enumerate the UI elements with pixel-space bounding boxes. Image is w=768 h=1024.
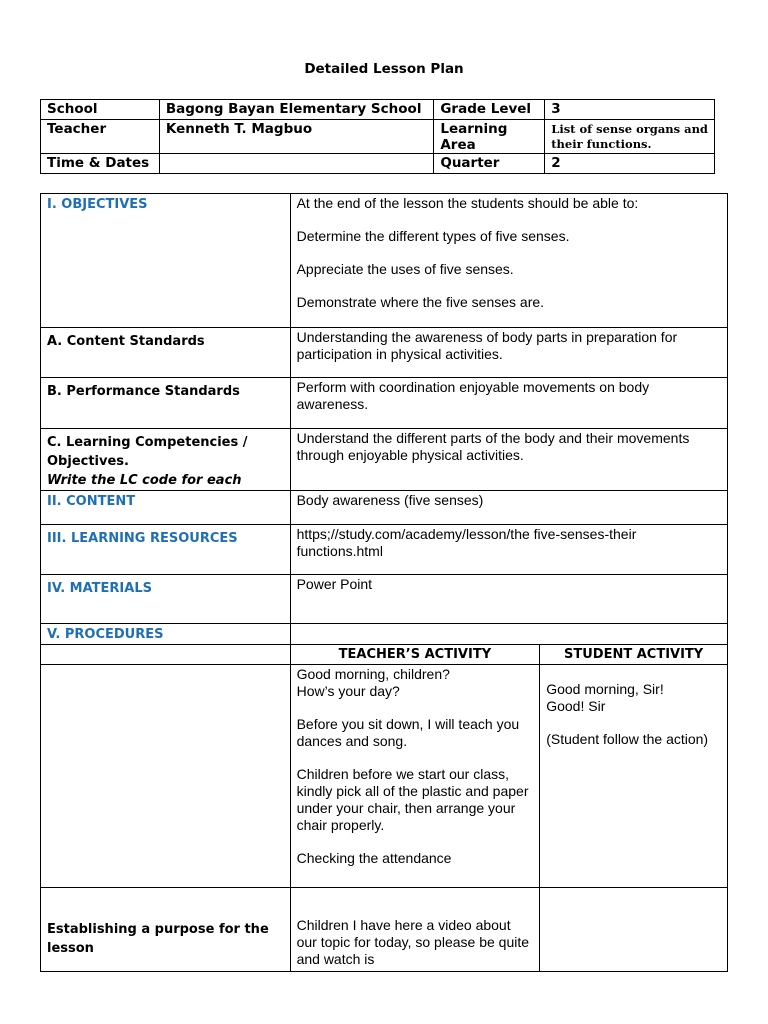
lesson-table xyxy=(40,193,728,972)
time-dates-value xyxy=(159,154,433,174)
competencies-cell xyxy=(41,429,291,491)
student-activity-line: (Student follow the action) xyxy=(546,731,709,747)
establishing-purpose-teacher: Children I have here a video about our topic for today, so please be quite and watch is xyxy=(290,888,540,972)
competencies-sublabel: Write the LC code for each xyxy=(47,473,242,488)
student-activity-cell xyxy=(540,665,728,888)
materials-value: Power Point xyxy=(290,575,727,624)
objectives-line: Demonstrate where the five senses are. xyxy=(296,294,545,310)
objectives-text xyxy=(290,194,727,328)
content-label: II. CONTENT xyxy=(41,491,291,525)
content-value: Body awareness (five senses) xyxy=(290,491,727,525)
procedures-label: V. PROCEDURES xyxy=(41,624,291,645)
materials-label: IV. MATERIALS xyxy=(41,575,291,624)
student-activity-line: Good morning, Sir! Good! Sir xyxy=(546,681,664,714)
objectives-label: I. OBJECTIVES xyxy=(41,194,291,328)
performance-standards-value: Perform with coordination enjoyable movements on body awareness. xyxy=(290,378,727,429)
teacher-label: Teacher xyxy=(41,120,160,154)
quarter-label: Quarter xyxy=(434,154,545,174)
content-standards-value: Understanding the awareness of body parts in preparation for participation in physical activities. xyxy=(290,328,727,378)
objectives-line: At the end of the lesson the students should be able to: xyxy=(296,195,639,211)
content-standards-label: A. Content Standards xyxy=(41,328,291,378)
establishing-purpose-label: Establishing a purpose for the lesson xyxy=(41,888,291,972)
teacher-activity-line: Before you sit down, I will teach you dances and song. xyxy=(296,716,520,749)
learning-area-value: List of sense organs and their functions. xyxy=(545,120,715,154)
grade-label: Grade Level xyxy=(434,100,545,120)
grade-value: 3 xyxy=(545,100,715,120)
learning-resources-value: https;//study.com/academy/lesson/the five-senses-their functions.html xyxy=(290,525,727,575)
teacher-activity-line: Good morning, children? How’s your day? xyxy=(296,666,450,699)
competencies-value: Understand the different parts of the body and their movements through enjoyable physical activities. xyxy=(290,429,727,491)
teacher-activity-header: TEACHER’S ACTIVITY xyxy=(290,645,540,665)
quarter-value: 2 xyxy=(545,154,715,174)
competencies-label: C. Learning Competencies / Objectives. xyxy=(47,435,248,469)
school-label: School xyxy=(41,100,160,120)
page-title: Detailed Lesson Plan xyxy=(304,61,464,77)
school-value: Bagong Bayan Elementary School xyxy=(159,100,433,120)
learning-area-label: Learning Area xyxy=(434,120,545,154)
teacher-value: Kenneth T. Magbuo xyxy=(159,120,433,154)
learning-resources-label: III. LEARNING RESOURCES xyxy=(41,525,291,575)
time-dates-label: Time & Dates xyxy=(41,154,160,174)
objectives-line: Determine the different types of five senses. xyxy=(296,228,570,244)
performance-standards-label: B. Performance Standards xyxy=(41,378,291,429)
teacher-activity-line: Checking the attendance xyxy=(296,850,452,866)
header-table xyxy=(40,99,715,174)
teacher-activity-line: Children before we start our class, kindly pick all of the plastic and paper under your chair, then arrange your chair properly. xyxy=(296,766,529,833)
teacher-activity-cell xyxy=(290,665,540,888)
student-activity-header: STUDENT ACTIVITY xyxy=(540,645,728,665)
establishing-purpose-student xyxy=(540,888,728,972)
objectives-line: Appreciate the uses of five senses. xyxy=(296,261,514,277)
